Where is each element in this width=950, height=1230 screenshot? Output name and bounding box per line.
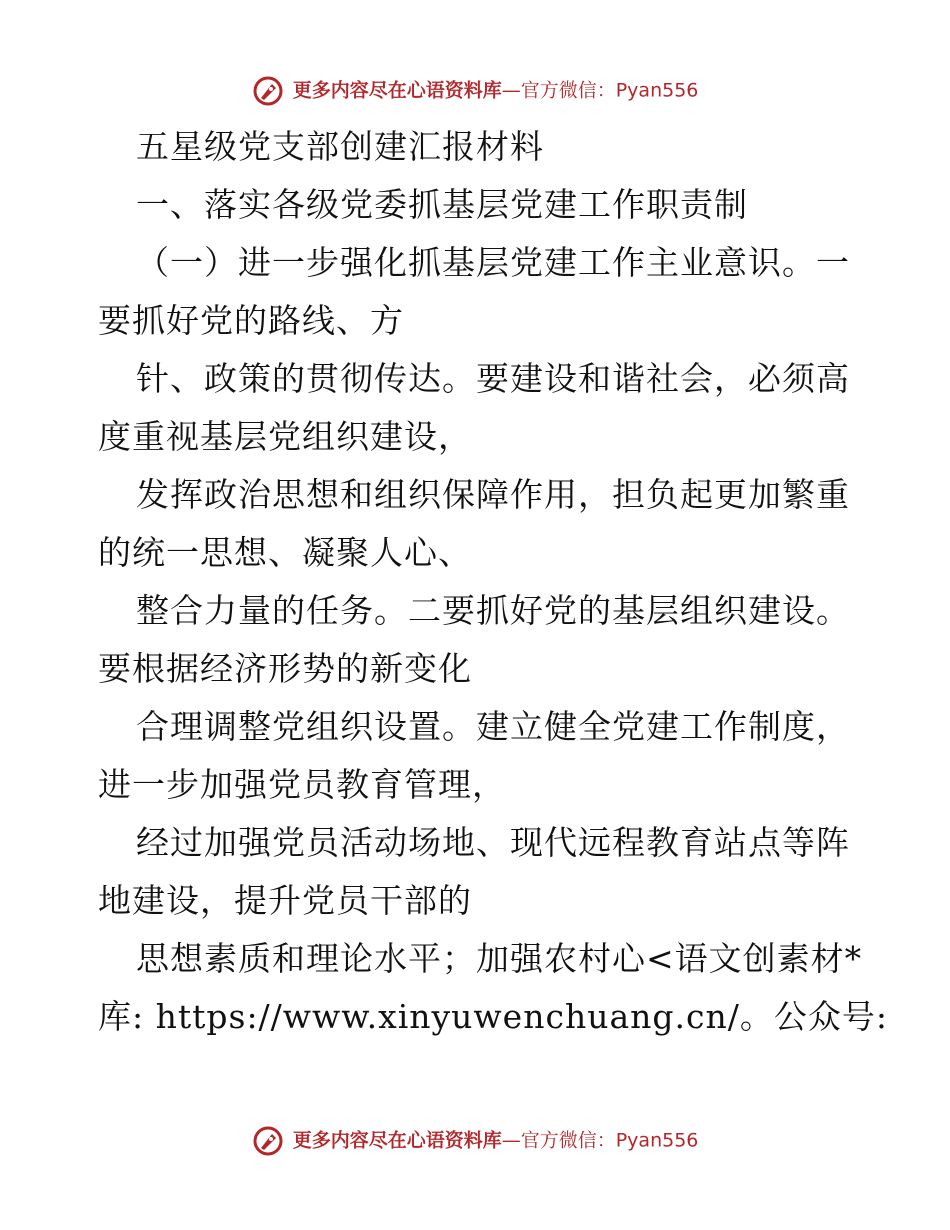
paragraph-line: 合理调整党组织设置。建立健全党建工作制度， — [136, 707, 850, 746]
paragraph-line: 要根据经济形势的新变化 — [98, 649, 472, 688]
header-brand-text: 更多内容尽在心语资料库 — [292, 79, 502, 102]
header-banner — [0, 72, 950, 108]
paragraph-line: 发挥政治思想和组织保障作用，担负起更加繁重 — [136, 475, 850, 514]
paragraph-line: 地建设，提升党员干部的 — [98, 881, 472, 920]
paragraph-line: 经过加强党员活动场地、现代远程教育站点等阵 — [136, 823, 850, 862]
paragraph-line: 思想素质和理论水平；加强农村心<语文创素材* — [136, 939, 863, 978]
header-separator: — — [501, 79, 521, 102]
pen-nib-circle-icon — [252, 1125, 284, 1157]
paragraph-line: （一）进一步强化抓基层党建工作主业意识。一 — [136, 243, 850, 282]
paragraph-line: 整合力量的任务。二要抓好党的基层组织建设。 — [136, 591, 850, 630]
paragraph-line: 进一步加强党员教育管理， — [98, 765, 506, 804]
header-contact-text: 官方微信：Pyan556 — [520, 79, 699, 102]
footer-contact-text: 官方微信：Pyan556 — [520, 1129, 699, 1152]
paragraph-line: 要抓好党的路线、方 — [98, 301, 404, 340]
footer-brand-text: 更多内容尽在心语资料库 — [292, 1129, 502, 1152]
section-heading: 一、落实各级党委抓基层党建工作职责制 — [136, 185, 748, 224]
paragraph-line: 针、政策的贯彻传达。要建设和谐社会，必须高 — [136, 359, 850, 398]
document-body — [98, 118, 888, 1046]
pen-nib-circle-icon — [252, 75, 284, 107]
document-title: 五星级党支部创建汇报材料 — [136, 127, 544, 166]
footer-separator: — — [501, 1129, 521, 1152]
footer-banner — [0, 1122, 950, 1158]
paragraph-line: 的统一思想、凝聚人心、 — [98, 533, 472, 572]
paragraph-line-url: 库: https://www.xinyuwenchuang.cn/。公众号: — [98, 997, 888, 1036]
paragraph-line: 度重视基层党组织建设， — [98, 417, 472, 456]
